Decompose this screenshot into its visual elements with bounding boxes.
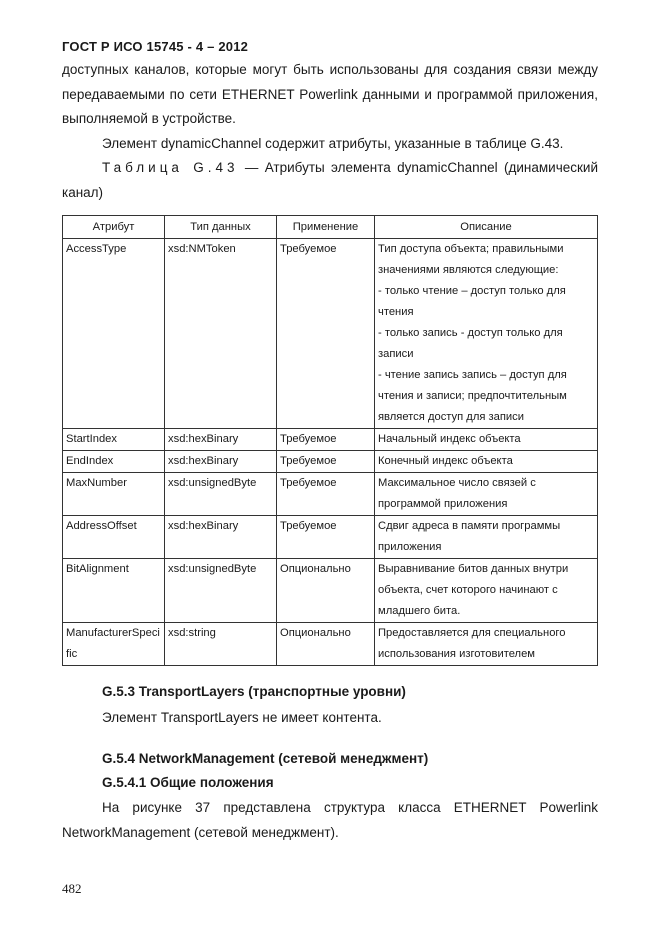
cell-usage: Требуемое bbox=[277, 429, 375, 451]
section-general-title: G.5.4.1 Общие положения bbox=[102, 775, 274, 790]
cell-type: xsd:hexBinary bbox=[165, 429, 277, 451]
cell-attribute: BitAlignment bbox=[63, 559, 165, 623]
cell-description: Сдвиг адреса в памяти программы приложения bbox=[375, 516, 598, 559]
cell-type: xsd:hexBinary bbox=[165, 451, 277, 473]
cell-description: Предоставляется для специального использования изготовителем bbox=[375, 623, 598, 666]
cell-attribute: EndIndex bbox=[63, 451, 165, 473]
cell-attribute: MaxNumber bbox=[63, 473, 165, 516]
section-transport-layers-text: Элемент TransportLayers не имеет контента. bbox=[102, 710, 382, 725]
section-general-text: На рисунке 37 представлена структура класса ETHERNET Powerlink NetworkManagement (сетевой менеджмент). bbox=[62, 800, 598, 840]
cell-usage: Опционально bbox=[277, 623, 375, 666]
table-row bbox=[63, 473, 598, 516]
cell-usage: Требуемое bbox=[277, 239, 375, 429]
intro-paragraph-2: Элемент dynamicChannel содержит атрибуты, указанные в таблице G.43. bbox=[102, 135, 564, 151]
table-header-row bbox=[63, 216, 598, 239]
cell-attribute: StartIndex bbox=[63, 429, 165, 451]
description-line: - чтение запись запись – доступ для чтения и записи; предпочтительным является доступ для записи bbox=[378, 369, 567, 423]
attributes-table bbox=[62, 215, 598, 666]
cell-type: xsd:string bbox=[165, 623, 277, 666]
table-row bbox=[63, 516, 598, 559]
table-caption bbox=[62, 156, 598, 205]
intro-text bbox=[62, 58, 598, 205]
cell-type: xsd:hexBinary bbox=[165, 516, 277, 559]
cell-description: Начальный индекс объекта bbox=[375, 429, 598, 451]
cell-attribute: AddressOffset bbox=[63, 516, 165, 559]
document-header: ГОСТ Р ИСО 15745 - 4 – 2012 bbox=[62, 39, 249, 54]
table-row bbox=[63, 559, 598, 623]
cell-type: xsd:NMToken bbox=[165, 239, 277, 429]
cell-type: xsd:unsignedByte bbox=[165, 473, 277, 516]
cell-description bbox=[375, 239, 598, 429]
page-number: 482 bbox=[62, 881, 82, 896]
cell-usage: Требуемое bbox=[277, 473, 375, 516]
cell-description: Выравнивание битов данных внутри объекта, счет которого начинают с младшего бита. bbox=[375, 559, 598, 623]
table-row bbox=[63, 623, 598, 666]
description-line: - только чтение – доступ только для чтения bbox=[378, 285, 566, 318]
table-caption-title: — Атрибуты элемента dynamicChannel (динамический канал) bbox=[62, 160, 598, 200]
intro-paragraph-1: доступных каналов, которые могут быть использованы для создания связи между передаваемыми по сети ETHERNET Powerlink данными и программой приложения, выполняемой в устройстве. bbox=[62, 62, 598, 126]
cell-usage: Требуемое bbox=[277, 451, 375, 473]
cell-usage: Опционально bbox=[277, 559, 375, 623]
table-caption-lead: Таблица G.43 bbox=[102, 160, 239, 175]
cell-usage: Требуемое bbox=[277, 516, 375, 559]
table-row bbox=[63, 429, 598, 451]
table-row bbox=[63, 451, 598, 473]
cell-description: Конечный индекс объекта bbox=[375, 451, 598, 473]
cell-attribute: ManufacturerSpecific bbox=[63, 623, 165, 666]
cell-description: Максимальное число связей с программой приложения bbox=[375, 473, 598, 516]
header-data-type: Тип данных bbox=[165, 216, 277, 239]
section-network-management-title: G.5.4 NetworkManagement (сетевой менеджмент) bbox=[102, 751, 429, 766]
table-row bbox=[63, 239, 598, 429]
section-general-text-block bbox=[62, 796, 598, 845]
description-line: - только запись - доступ только для записи bbox=[378, 327, 563, 360]
description-line: Тип доступа объекта; правильными значениями являются следующие: bbox=[378, 243, 564, 276]
section-transport-layers-title: G.5.3 TransportLayers (транспортные уровни) bbox=[102, 684, 406, 699]
cell-attribute: AccessType bbox=[63, 239, 165, 429]
cell-type: xsd:unsignedByte bbox=[165, 559, 277, 623]
header-attribute: Атрибут bbox=[63, 216, 165, 239]
header-usage: Применение bbox=[277, 216, 375, 239]
header-description: Описание bbox=[375, 216, 598, 239]
